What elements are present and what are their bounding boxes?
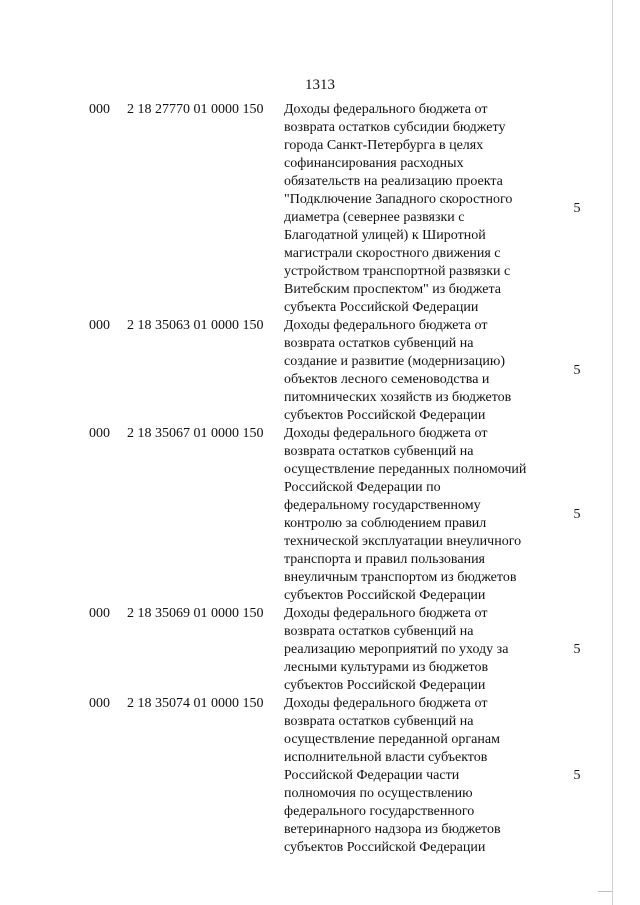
revenue-description: Доходы федерального бюджета от возврата остатков субвенций на реализацию мероприятий по уходу за лесными культурами из бюджетов субъектов Российской Федерации bbox=[284, 606, 509, 693]
budget-classification-code: 2 18 27770 01 0000 150 bbox=[127, 102, 264, 117]
scan-edge-mark bbox=[598, 891, 612, 892]
revenue-description: Доходы федерального бюджета от возврата остатков субвенций на осуществление переданной органам исполнительной власти субъектов Российской Федерации части полномочия по осуществлению федерального государственного ветеринарного надзора из бюджетов субъектов Российской Федерации bbox=[284, 696, 501, 855]
standard-value: 5 bbox=[573, 642, 581, 657]
table-row bbox=[0, 695, 640, 857]
budget-classification-code: 2 18 35067 01 0000 150 bbox=[127, 426, 264, 441]
table-row bbox=[0, 101, 640, 317]
standard-value: 5 bbox=[573, 507, 581, 522]
budget-classification-code: 2 18 35063 01 0000 150 bbox=[127, 318, 264, 333]
page-number: 1313 bbox=[305, 77, 335, 93]
revenue-description: Доходы федерального бюджета от возврата остатков субвенций на осуществление переданных полномочий Российской Федерации по федеральному государственному контролю за соблюдением правил технической эксплуатации внеуличного транспорта и правил пользования внеуличным транспортом из бюджетов субъектов Российской Федерации bbox=[284, 426, 527, 603]
table-row bbox=[0, 605, 640, 695]
table-row bbox=[0, 317, 640, 425]
admin-code: 000 bbox=[89, 426, 110, 441]
admin-code: 000 bbox=[89, 318, 110, 333]
budget-table bbox=[0, 101, 640, 857]
budget-classification-code: 2 18 35069 01 0000 150 bbox=[127, 606, 264, 621]
budget-classification-code: 2 18 35074 01 0000 150 bbox=[127, 696, 264, 711]
admin-code: 000 bbox=[89, 606, 110, 621]
table-row bbox=[0, 425, 640, 605]
standard-value: 5 bbox=[573, 768, 581, 783]
standard-value: 5 bbox=[573, 363, 581, 378]
scan-edge-line bbox=[612, 0, 613, 905]
revenue-description: Доходы федерального бюджета от возврата остатков субвенций на создание и развитие (модернизацию) объектов лесного семеноводства и питомнических хозяйств из бюджетов субъектов Российской Федерации bbox=[284, 318, 512, 423]
admin-code: 000 bbox=[89, 696, 110, 711]
revenue-description: Доходы федерального бюджета от возврата остатков субсидии бюджету города Санкт-Петербурга в целях софинансирования расходных обязательств на реализацию проекта "Подключение Западного скоростного диаметра (севернее развязки с Благодатной улицей) к Широтной магистрали скоростного движения с устройством транспортной развязки с Витебским проспектом" из бюджета субъекта Российской Федерации bbox=[284, 102, 513, 315]
standard-value: 5 bbox=[573, 201, 581, 216]
admin-code: 000 bbox=[89, 102, 110, 117]
